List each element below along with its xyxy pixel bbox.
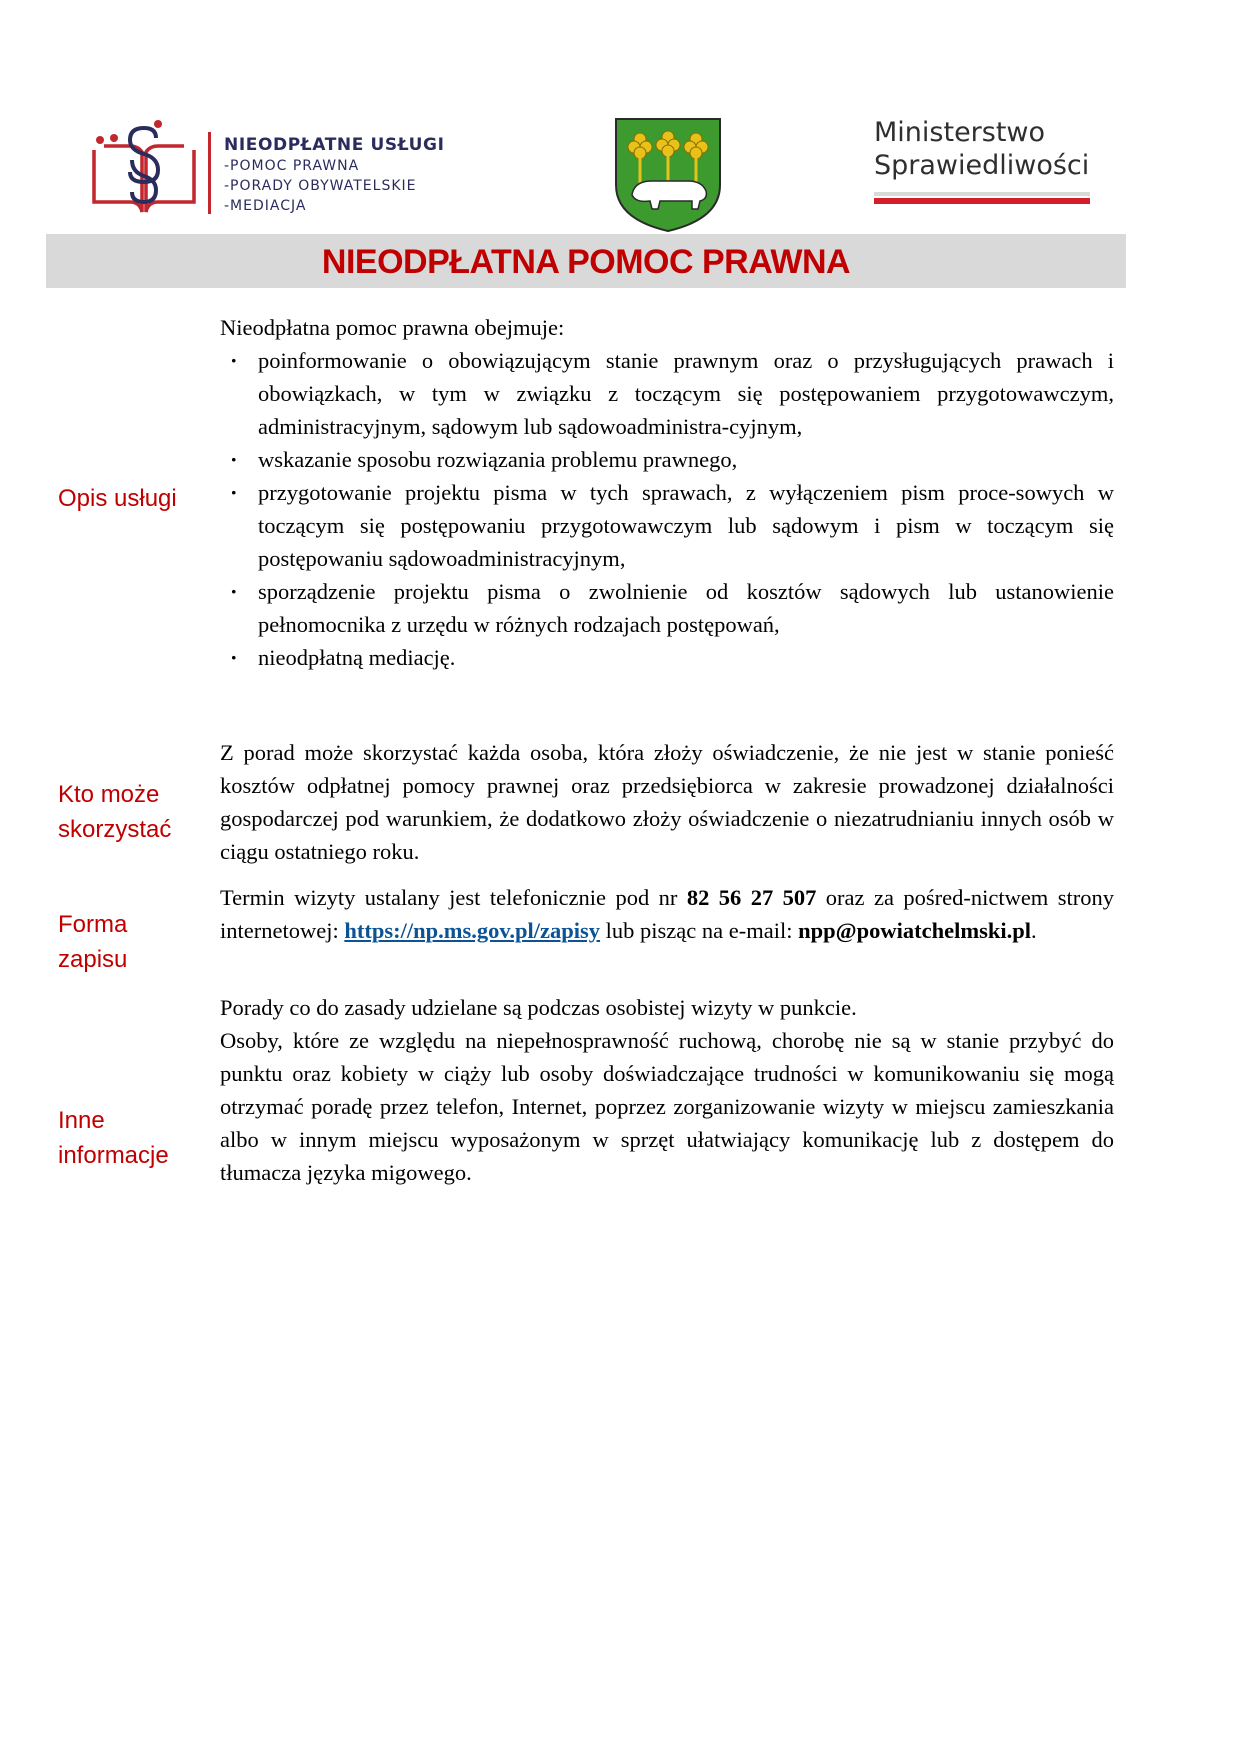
inne-paragraph-1: Porady co do zasady udzielane są podczas osobistej wizyty w punkcie. bbox=[220, 995, 857, 1020]
list-item: · przygotowanie projektu pisma w tych sprawach, z wyłączeniem pism proce-sowych w toczącym się postępowaniu przygotowawczym lub sądowym i pism w toczącym się postępowaniu sądowoadministracyjnym, bbox=[220, 476, 1114, 575]
opis-bullet-list bbox=[220, 344, 1114, 674]
list-item: · nieodpłatną mediację. bbox=[220, 641, 1114, 674]
list-item: · wskazanie sposobu rozwiązania problemu prawnego, bbox=[220, 443, 1114, 476]
section-inne-text bbox=[220, 991, 1114, 1189]
section-forma-text bbox=[220, 881, 1114, 947]
logo-line-2: -POMOC PRAWNA bbox=[224, 158, 360, 174]
coat-of-arms-icon bbox=[612, 115, 724, 233]
page-title: NIEODPŁATNA POMOC PRAWNA bbox=[321, 243, 851, 281]
logo-line-4: -MEDIACJA bbox=[224, 198, 307, 214]
label-inne-line-2: informacje bbox=[58, 1142, 169, 1169]
inne-paragraph-2: Osoby, które ze względu na niepełnosprawność ruchową, chorobę nie są w stanie przybyć do punktu oraz kobiety w ciąży lub osoby doświadczające trudności w komunikowaniu się mogą otrzymać poradę przez telefon, Internet, poprzez zorganizowanie wizyty w miejscu zamieszkania albo w innym miejscu wyposażonym w sprzęt ułatwiający komunikację lub z dostępem do tłumacza języka migowego. bbox=[220, 1028, 1114, 1185]
ministry-line-1: Ministerstwo bbox=[874, 117, 1046, 148]
ministry-flag-stripe bbox=[874, 192, 1090, 204]
registration-link[interactable]: https://np.ms.gov.pl/zapisy bbox=[344, 918, 601, 943]
label-kto-line-1: Kto może bbox=[58, 781, 160, 808]
opis-intro: Nieodpłatna pomoc prawna obejmuje: bbox=[220, 315, 565, 340]
label-inne-line-1: Inne bbox=[58, 1107, 105, 1134]
ministry-line-2: Sprawiedliwości bbox=[874, 150, 1090, 181]
list-item: · poinformowanie o obowiązującym stanie prawnym oraz o przysługujących prawach i obowiązkach, w tym w związku z toczącym się postępowaniem przygotowawczym, administracyjnym, sądowym lub sądowoadministra-cyjnym, bbox=[220, 344, 1114, 443]
label-kto-moze bbox=[58, 777, 171, 847]
email-address: npp@powiatchelmski.pl bbox=[798, 918, 1031, 943]
list-item: · sporządzenie projektu pisma o zwolnienie od kosztów sądowych lub ustanowienie pełnomocnika z urzędu w różnych rodzajach postępowań, bbox=[220, 575, 1114, 641]
section-kto-text bbox=[220, 736, 1114, 868]
forma-text-4: . bbox=[1030, 918, 1037, 943]
free-legal-services-logo bbox=[90, 116, 470, 222]
logo-divider bbox=[208, 132, 211, 214]
label-kto-line-2: skorzystać bbox=[58, 816, 172, 843]
label-opis-uslugi: Opis usługi bbox=[58, 485, 177, 512]
logo-line-3: -PORADY OBYWATELSKIE bbox=[224, 178, 417, 194]
ministry-of-justice-logo bbox=[874, 116, 1094, 211]
label-forma-zapisu bbox=[58, 907, 127, 977]
title-band bbox=[46, 234, 1126, 288]
phone-number: 82 56 27 507 bbox=[686, 885, 817, 910]
label-inne-informacje bbox=[58, 1103, 169, 1173]
forma-paragraph bbox=[220, 881, 1114, 947]
forma-text-3: lub pisząc na e-mail: bbox=[600, 918, 799, 943]
label-forma-line-2: zapisu bbox=[58, 946, 128, 973]
label-forma-line-1: Forma bbox=[58, 911, 128, 938]
section-opis-text bbox=[220, 311, 1114, 674]
logo-line-1: NIEODPŁATNE USŁUGI bbox=[224, 135, 445, 155]
forma-text-2: oraz za pośred-nictwem strony internetowej: bbox=[220, 885, 1114, 943]
paragraph-book-emblem-icon bbox=[90, 116, 200, 222]
kto-paragraph: Z porad może skorzystać każda osoba, która złoży oświadczenie, że nie jest w stanie ponieść kosztów odpłatnej pomocy prawnej oraz przedsiębiorca w zakresie prowadzonej działalności gospodarczej pod warunkiem, że dodatkowo złoży oświadczenie o niezatrudnianiu innych osób w ciągu ostatniego roku. bbox=[220, 740, 1114, 864]
logo-text bbox=[224, 134, 445, 216]
forma-text-1: Termin wizyty ustalany jest telefonicznie pod nr bbox=[220, 885, 687, 910]
